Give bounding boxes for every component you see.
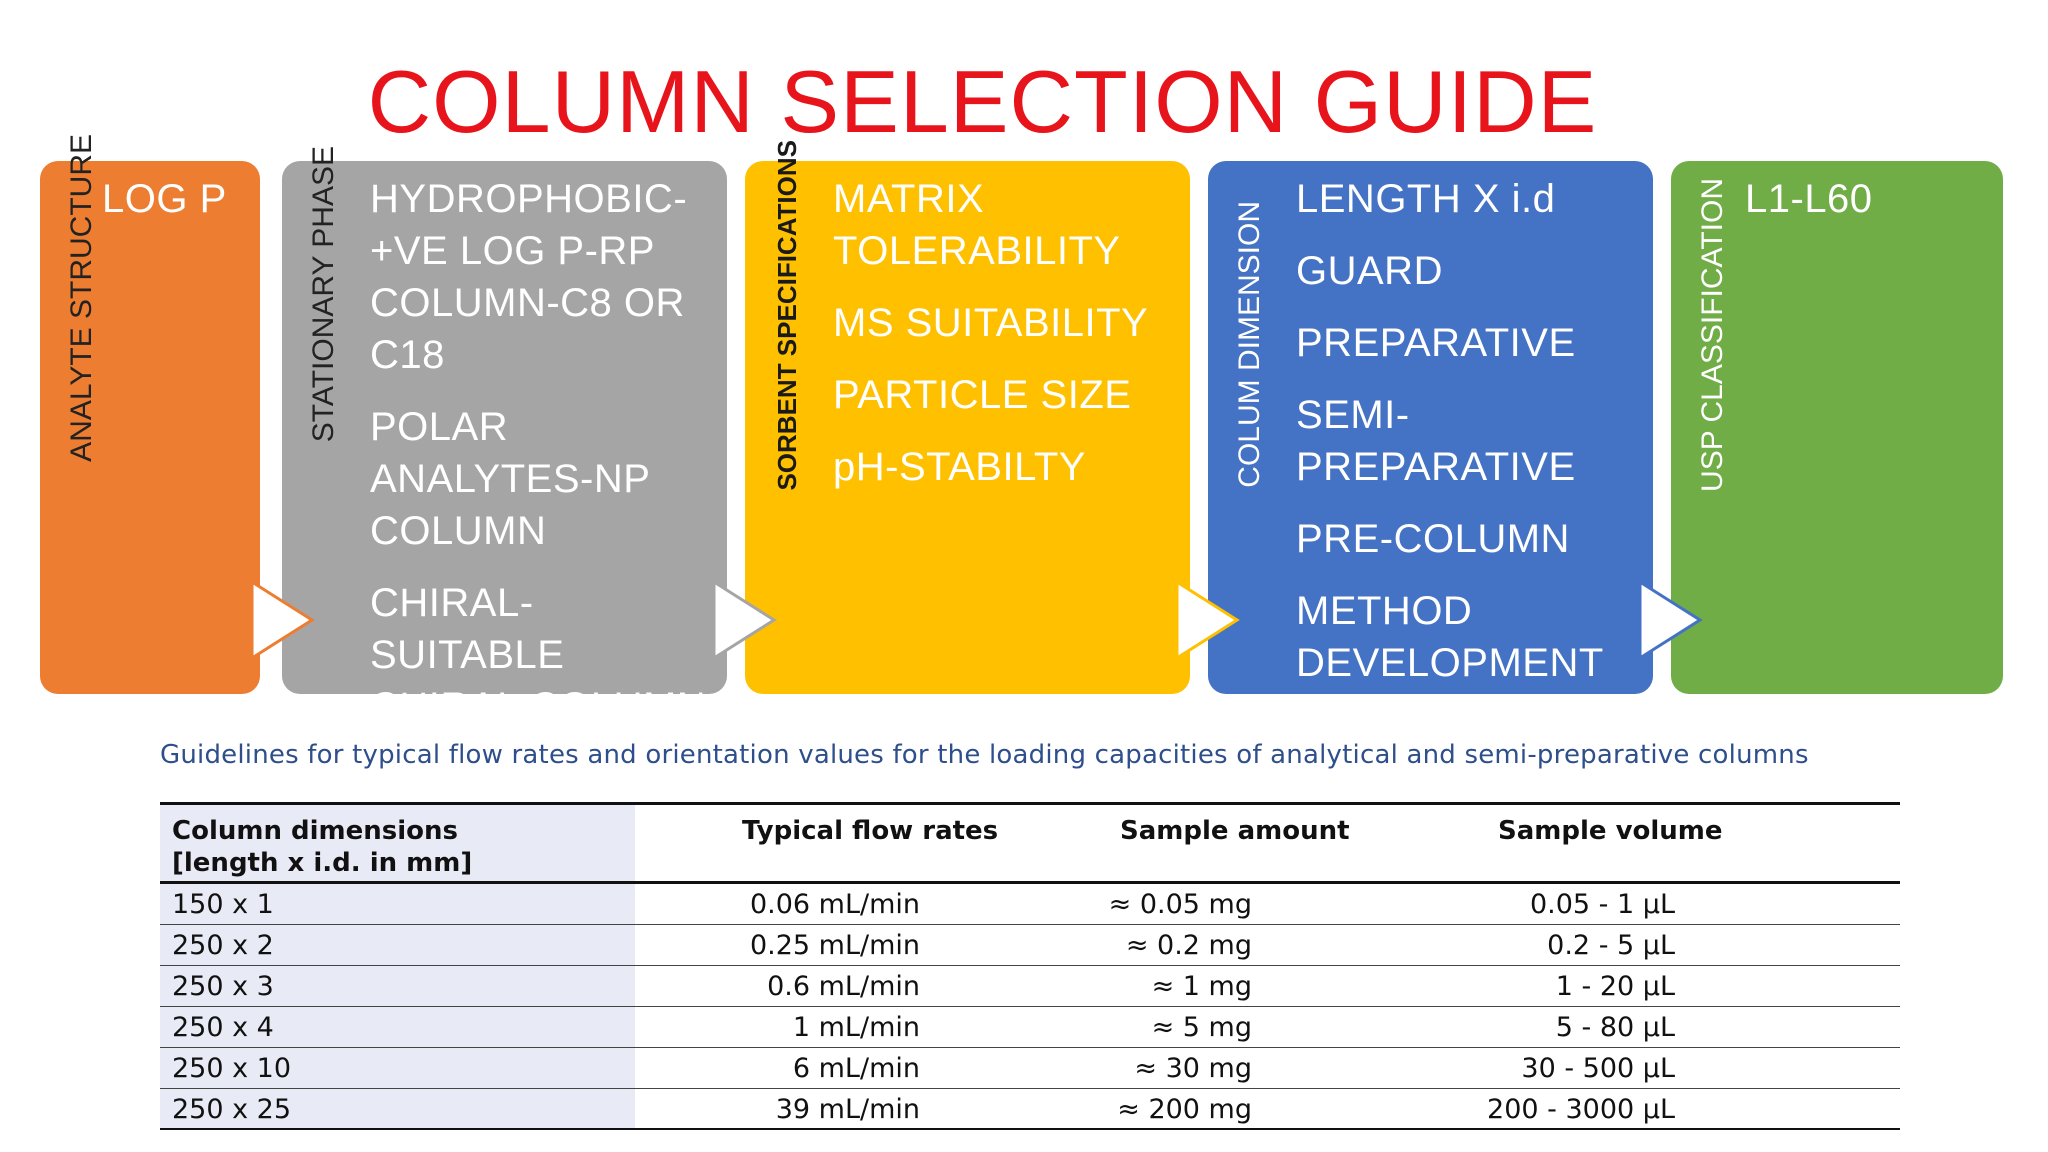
header-amount: Sample amount (1120, 816, 1350, 846)
card-item: POLAR ANALYTES-NP COLUMN (370, 405, 651, 553)
card-item: pH-STABILTY (833, 445, 1086, 489)
card-column-dimension (1208, 161, 1653, 694)
header-volume: Sample volume (1498, 816, 1723, 846)
card-item: MS SUITABILITY (833, 301, 1149, 345)
card-label: COLUM DIMENSION (1233, 201, 1266, 488)
cell-dimensions: 250 x 2 (172, 930, 274, 961)
arrow-right-icon (1175, 580, 1241, 660)
cell-volume: 0.05 - 1 µL (1529, 889, 1675, 920)
cell-amount: ≈ 30 mg (1134, 1053, 1252, 1084)
cell-dimensions: 250 x 10 (172, 1053, 292, 1084)
card-item: PARTICLE SIZE (833, 373, 1132, 417)
table-header (160, 802, 1900, 884)
table-row (160, 966, 1900, 1007)
card-items (370, 173, 719, 753)
cell-amount: ≈ 0.05 mg (1108, 889, 1252, 920)
card-item: LOG P (102, 177, 227, 221)
arrow-right-icon (712, 580, 778, 660)
card-label: ANALYTE STRUCTURE (65, 134, 98, 462)
cell-flow: 1 mL/min (792, 1012, 920, 1043)
card-label: SORBENT SPECIFICATIONS (772, 140, 802, 491)
card-items (833, 173, 1182, 513)
card-usp-classification (1671, 161, 2003, 694)
cell-amount: ≈ 0.2 mg (1125, 930, 1252, 961)
cell-amount: ≈ 5 mg (1151, 1012, 1252, 1043)
cell-flow: 39 mL/min (775, 1094, 920, 1125)
cell-volume: 200 - 3000 µL (1487, 1094, 1675, 1125)
card-analyte-structure (40, 134, 260, 694)
card-items (1296, 173, 1645, 709)
cell-volume: 30 - 500 µL (1521, 1053, 1675, 1084)
arrow-right-icon (1638, 580, 1704, 660)
card-label: USP CLASSIFICATION (1696, 178, 1729, 492)
card-item: CHIRAL-SUITABLE CHIRAL COLUMN (370, 581, 707, 729)
cell-dimensions: 250 x 3 (172, 971, 274, 1002)
cell-flow: 6 mL/min (792, 1053, 920, 1084)
card-item: PRE-COLUMN (1296, 517, 1570, 561)
flow-rate-table (160, 802, 1900, 1130)
card-item: L1-L60 (1745, 177, 1873, 221)
table-row (160, 925, 1900, 966)
table-caption: Guidelines for typical flow rates and orientation values for the loading capacities of analytical and semi-preparative columns (160, 740, 1809, 770)
card-stationary-phase (282, 145, 727, 729)
cell-amount: ≈ 200 mg (1117, 1094, 1252, 1125)
cell-volume: 5 - 80 µL (1555, 1012, 1675, 1043)
card-items (102, 173, 252, 245)
card-item: METHOD DEVELOPMENT (1296, 589, 1604, 685)
cell-volume: 0.2 - 5 µL (1547, 930, 1675, 961)
card-item: LENGTH X i.d (1296, 177, 1556, 221)
card-item: PREPARATIVE (1296, 321, 1576, 365)
table-row (160, 1089, 1900, 1130)
card-item: SEMI- PREPARATIVE (1296, 393, 1576, 489)
table-row (160, 1007, 1900, 1048)
cell-dimensions: 250 x 4 (172, 1012, 274, 1043)
page-title: COLUMN SELECTION GUIDE (367, 52, 1598, 151)
card-item: GUARD (1296, 249, 1443, 293)
cell-dimensions: 250 x 25 (172, 1094, 292, 1125)
table-row (160, 1048, 1900, 1089)
cell-flow: 0.06 mL/min (749, 889, 920, 920)
header-dimensions: Column dimensions [length x i.d. in mm] (172, 816, 473, 878)
header-flow: Typical flow rates (742, 816, 999, 846)
cell-volume: 1 - 20 µL (1555, 971, 1675, 1002)
table-row (160, 884, 1900, 925)
card-label: STATIONARY PHASE (307, 145, 340, 442)
cell-dimensions: 150 x 1 (172, 889, 274, 920)
card-item: HYDROPHOBIC- +VE LOG P-RP COLUMN-C8 OR C18 (370, 177, 688, 377)
card-sorbent-specifications (745, 140, 1190, 694)
cell-amount: ≈ 1 mg (1151, 971, 1252, 1002)
cell-flow: 0.25 mL/min (749, 930, 920, 961)
card-items (1745, 173, 1995, 245)
card-item: MATRIX TOLERABILITY (833, 177, 1121, 273)
cell-flow: 0.6 mL/min (767, 971, 920, 1002)
arrow-right-icon (250, 580, 316, 660)
